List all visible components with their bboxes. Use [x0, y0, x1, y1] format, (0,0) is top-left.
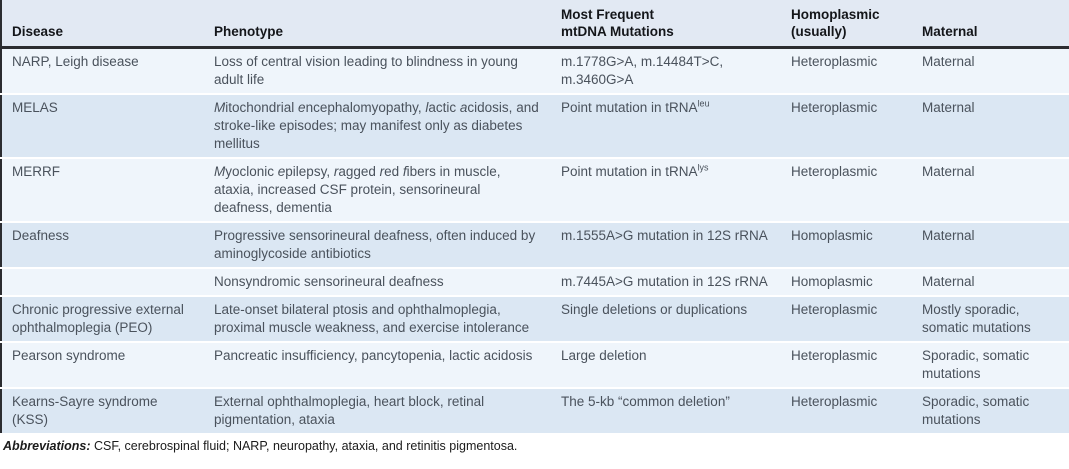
plasmy-cell: Homoplasmic — [781, 268, 912, 296]
table-row — [1, 268, 1069, 296]
disease-cell — [1, 268, 204, 296]
col-header-mutations: Most Frequent mtDNA Mutations — [551, 0, 781, 48]
phenotype-cell: Loss of central vision leading to blindness in young adult life — [204, 48, 551, 95]
mutation-cell: Single deletions or duplications — [551, 296, 781, 342]
phenotype-cell: Pancreatic insufficiency, pancytopenia, lactic acidosis — [204, 342, 551, 388]
phenotype-cell: Myoclonic epilepsy, ragged red fibers in muscle, ataxia, increased CSF protein, sensorineural deafness, dementia — [204, 158, 551, 222]
plasmy-cell: Heteroplasmic — [781, 94, 912, 158]
disease-cell: Chronic progressive external ophthalmoplegia (PEO) — [1, 296, 204, 342]
phenotype-cell: Progressive sensorineural deafness, often induced by aminoglycoside antibiotics — [204, 222, 551, 268]
col-header-disease: Disease — [1, 0, 204, 48]
inheritance-cell: Maternal — [912, 268, 1069, 296]
plasmy-cell: Heteroplasmic — [781, 48, 912, 95]
disease-cell: NARP, Leigh disease — [1, 48, 204, 95]
mutation-cell: The 5-kb “common deletion” — [551, 388, 781, 433]
abbreviations-text: CSF, cerebrospinal fluid; NARP, neuropathy, ataxia, and retinitis pigmentosa. — [90, 439, 518, 453]
plasmy-cell: Heteroplasmic — [781, 158, 912, 222]
plasmy-cell: Heteroplasmic — [781, 296, 912, 342]
mutation-cell: m.7445A>G mutation in 12S rRNA — [551, 268, 781, 296]
phenotype-cell: Nonsyndromic sensorineural deafness — [204, 268, 551, 296]
inheritance-cell: Maternal — [912, 48, 1069, 95]
table-row — [1, 158, 1069, 222]
inheritance-cell: Maternal — [912, 158, 1069, 222]
inheritance-cell: Mostly sporadic, somatic mutations — [912, 296, 1069, 342]
disease-cell: MERRF — [1, 158, 204, 222]
mutation-cell: Large deletion — [551, 342, 781, 388]
phenotype-cell: External ophthalmoplegia, heart block, retinal pigmentation, ataxia — [204, 388, 551, 433]
table-header-row — [1, 0, 1069, 48]
table-row — [1, 222, 1069, 268]
phenotype-cell: Mitochondrial encephalomyopathy, lactic acidosis, and stroke-like episodes; may manifest only as diabetes mellitus — [204, 94, 551, 158]
abbreviations-note — [0, 433, 1069, 454]
phenotype-cell: Late-onset bilateral ptosis and ophthalmoplegia, proximal muscle weakness, and exercise intolerance — [204, 296, 551, 342]
disease-cell: Deafness — [1, 222, 204, 268]
table-row — [1, 48, 1069, 95]
table-row — [1, 94, 1069, 158]
mutation-cell: Point mutation in tRNA$^{lys}$ — [551, 158, 781, 222]
table-body — [1, 48, 1069, 434]
disease-cell: Pearson syndrome — [1, 342, 204, 388]
col-header-phenotype: Phenotype — [204, 0, 551, 48]
plasmy-cell: Homoplasmic — [781, 222, 912, 268]
disease-cell: Kearns-Sayre syndrome (KSS) — [1, 388, 204, 433]
disease-cell: MELAS — [1, 94, 204, 158]
col-header-plasmy: Homoplasmic (usually) — [781, 0, 912, 48]
inheritance-cell: Sporadic, somatic mutations — [912, 388, 1069, 433]
table-row — [1, 296, 1069, 342]
mutation-cell: m.1555A>G mutation in 12S rRNA — [551, 222, 781, 268]
mutation-cell: Point mutation in tRNA$^{leu}$ — [551, 94, 781, 158]
table-row — [1, 388, 1069, 433]
inheritance-cell: Maternal — [912, 222, 1069, 268]
col-header-inheritance: Maternal — [912, 0, 1069, 48]
inheritance-cell: Sporadic, somatic mutations — [912, 342, 1069, 388]
inheritance-cell: Maternal — [912, 94, 1069, 158]
table-header — [1, 0, 1069, 48]
table-row — [1, 342, 1069, 388]
plasmy-cell: Heteroplasmic — [781, 342, 912, 388]
plasmy-cell: Heteroplasmic — [781, 388, 912, 433]
mutation-cell: m.1778G>A, m.14484T>C, m.3460G>A — [551, 48, 781, 95]
abbreviations-label: Abbreviations: — [3, 439, 91, 453]
